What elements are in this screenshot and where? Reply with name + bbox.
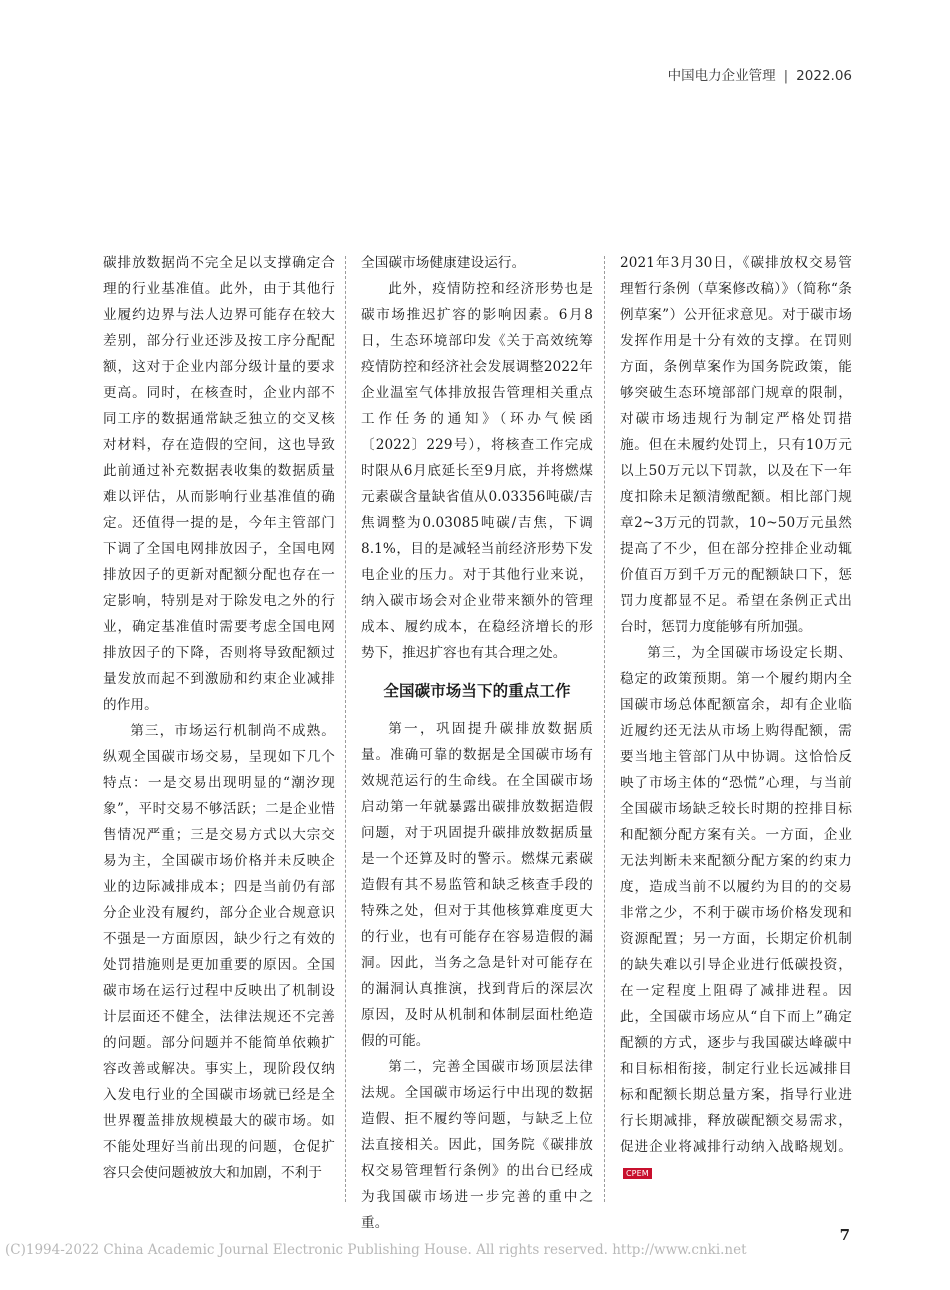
paragraph-text: 第三，为全国碳市场设定长期、稳定的政策预期。第一个履约期内全国碳市场总体配额富余，却有企业临近履约还无法从市场上购得配额，需要当地主管部门从中协调。这恰恰反映了市场主体的“恐慌”心理，与当前全国碳市场缺乏较长时期的控排目标和配额分配方案有关。一方面，企业无法判断未来配额分配方案的约束力度，造成当前不以履约为目的的交易非常之少，不利于碳市场价格发现和资源配置；另一方面，长期定价机制的缺失难以引导企业进行低碳投资，在一定程度上阻碍了减排进程。因此，全国碳市场应从“自下而上”确定配额的方式，逐步与我国碳达峰碳中和目标相衔接，制定行业长远减排目标和配额长期总量方案，指导行业进行长期减排，释放碳配额交易需求，促进企业将减排行动纳入战略规划。 — [620, 645, 852, 1155]
paragraph: 此外，疫情防控和经济形势也是碳市场推迟扩容的影响因素。6月8日，生态环境部印发《关于高效统筹疫情防控和经济社会发展调整2022年企业温室气体排放报告管理相关重点工作任务的通知》（环办气候函〔2022〕229号），将核查工作完成时限从6月底延长至9月底，并将燃煤元素碳含量缺省值从0.03356吨碳/吉焦调整为0.03085吨碳/吉焦，下调8.1%，目的是减轻当前经济形势下发电企业的压力。对于其他行业来说，纳入碳市场会对企业带来额外的管理成本、履约成本，在稳经济增长的形势下，推迟扩容也有其合理之处。 — [361, 281, 593, 661]
running-header — [668, 64, 852, 84]
paragraph: 碳排放数据尚不完全足以支撑确定合理的行业基准值。此外，由于其他行业履约边界与法人边界可能存在较大差别，部分行业还涉及按工序分配配额，这对于企业内部分级计量的要求更高。同时，在核查时，企业内部不同工序的数据通常缺乏独立的交叉核对材料，存在造假的空间，这也导致此前通过补充数据表收集的数据质量难以评估，从而影响行业基准值的确定。还值得一提的是，今年主管部门下调了全国电网排放因子，全国电网排放因子的更新对配额分配也存在一定影响，特别是对于除发电之外的行业，确定基准值时需要考虑全国电网排放因子的下降，否则将导致配额过量发放而起不到激励和约束企业减排的作用。 — [103, 255, 335, 713]
section-heading: 全国碳市场当下的重点工作 — [383, 682, 571, 700]
cpem-end-badge: CPEM — [623, 1168, 652, 1179]
header-separator: | — [783, 68, 789, 84]
column-1 — [103, 250, 335, 1186]
paragraph: 第一，巩固提升碳排放数据质量。准确可靠的数据是全国碳市场有效规范运行的生命线。在全国碳市场启动第一年就暴露出碳排放数据造假问题，对于巩固提升碳排放数据质量是一个还算及时的警示。燃煤元素碳造假有其不易监管和缺乏核查手段的特殊之处，但对于其他核算难度更大的行业，也有可能存在容易造假的漏洞。因此，当务之急是针对可能存在的漏洞认真推演，找到背后的深层次原因，及时从机制和体制层面杜绝造假的可能。 — [361, 721, 593, 1049]
paragraph: 第二，完善全国碳市场顶层法律法规。全国碳市场运行中出现的数据造假、拒不履约等问题，与缺乏上位法直接相关。因此，国务院《碳排放权交易管理暂行条例》的出台已经成为我国碳市场进一步完善的重中之重。 — [361, 1059, 593, 1231]
paragraph-final — [620, 640, 852, 1186]
copyright-notice: (C)1994-2022 China Academic Journal Electronic Publishing House. All rights reserved. http://www.cnki.net — [5, 1242, 747, 1258]
paragraph: 第三，市场运行机制尚不成熟。纵观全国碳市场交易，呈现如下几个特点：一是交易出现明显的“潮汐现象”，平时交易不够活跃；二是企业惜售情况严重；三是交易方式以大宗交易为主，全国碳市场价格并未反映企业的边际减排成本；四是当前仍有部分企业没有履约，部分企业合规意识不强是一方面原因，缺少行之有效的处罚措施则是更加重要的原因。全国碳市场在运行过程中反映出了机制设计层面还不健全，法律法规还不完善的问题。部分问题并不能简单依赖扩容改善或解决。事实上，现阶段仅纳入发电行业的全国碳市场就已经是全世界覆盖排放规模最大的碳市场。如不能处理好当前出现的问题，仓促扩容只会使问题被放大和加剧，不利于 — [103, 723, 335, 1181]
paragraph: 2021年3月30日，《碳排放权交易管理暂行条例（草案修改稿）》（简称“条例草案”）公开征求意见。对于碳市场发挥作用是十分有效的支撑。在罚则方面，条例草案作为国务院政策，能够突破生态环境部部门规章的限制，对碳市场违规行为制定严格处罚措施。但在未履约处罚上，只有10万元以上50万元以下罚款，以及在下一年度扣除未足额清缴配额。相比部门规章2~3万元的罚款，10~50万元虽然提高了不少，但在部分控排企业动辄价值百万到千万元的配额缺口下，惩罚力度都显不足。希望在条例正式出台时，惩罚力度能够有所加强。 — [620, 255, 852, 635]
column-divider-2 — [604, 256, 605, 1202]
journal-title: 中国电力企业管理 — [667, 68, 776, 84]
column-divider-1 — [345, 256, 346, 1202]
issue-number: 2022.06 — [796, 68, 852, 84]
paragraph: 全国碳市场健康建设运行。 — [361, 255, 526, 271]
column-2 — [361, 250, 593, 1236]
page-number: 7 — [839, 1226, 850, 1244]
column-3 — [620, 250, 852, 1186]
